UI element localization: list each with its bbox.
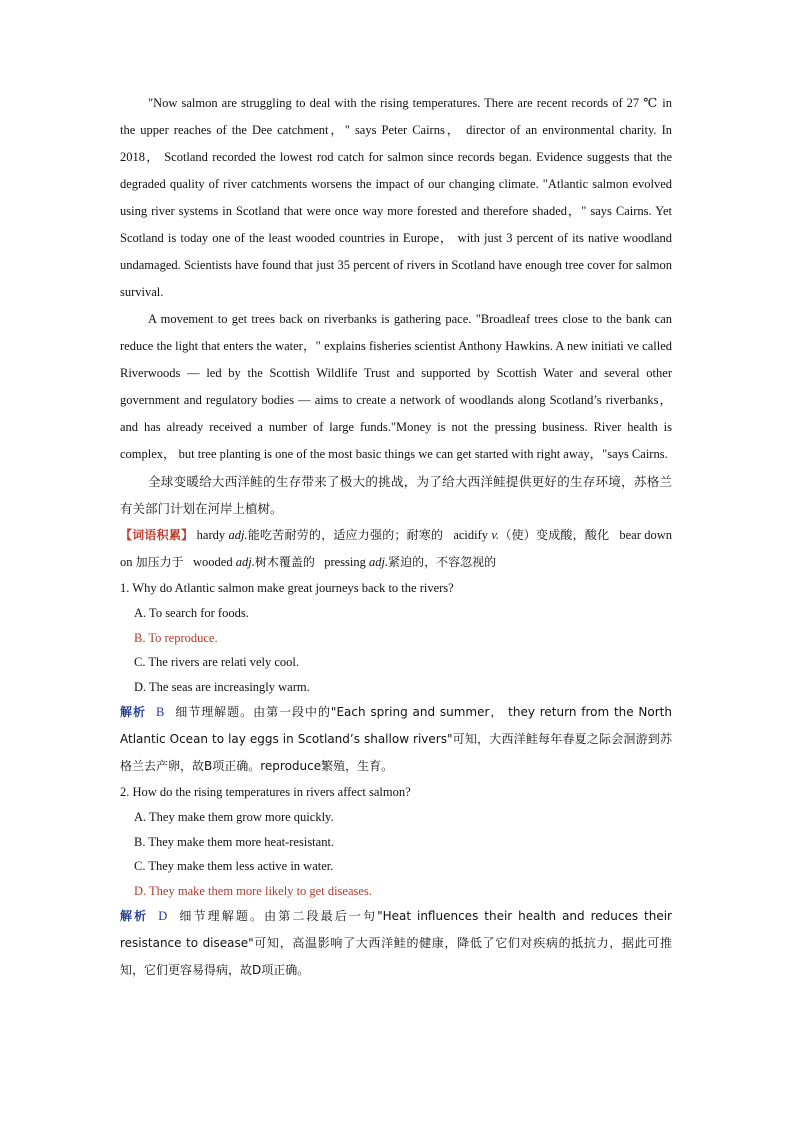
answer-explanation: [120, 699, 672, 780]
vocab-pos: adj.: [228, 528, 248, 542]
explanation-text: 细节理解题。由第二段最后一句"Heat influences their health and reduces their resistance to disease"可知，高温影响了大西洋鲑的健康，降低了它们对疾病的抵抗力，据此可推知，它们更容易得病，故D项正确。: [120, 909, 672, 977]
vocab-definition: 紧迫的，不容忽视的: [388, 555, 497, 569]
option-b: B. They make them more heat-resistant.: [134, 834, 335, 849]
option-a: A. They make them grow more quickly.: [134, 810, 334, 824]
vocab-definition: 能吃苦耐劳的，适应力强的；耐寒的: [247, 528, 444, 542]
answer-letter: D: [158, 909, 168, 923]
answer-letter: B: [155, 705, 165, 719]
vocab-pos: adj.: [235, 555, 255, 569]
vocab-section: [120, 522, 672, 576]
vocab-label: 【词语积累】: [120, 528, 194, 542]
question-stem: 2. How do the rising temperatures in rivers affect salmon?: [120, 785, 411, 799]
option-a: A. To search for foods.: [134, 606, 249, 620]
document-content: [120, 90, 672, 984]
option-c: C. The rivers are relati vely cool.: [134, 655, 299, 669]
explanation-text: 细节理解题。由第一段中的"Each spring and summer， they return from the North Atlantic Ocean to lay eggs in Scotland’s shallow rivers"可知，大西洋鲑每年春夏之际会洄游到苏格兰去产卵，故B项正确。reproduce繁殖，生育。: [120, 705, 672, 773]
vocab-definition: 加压力于: [135, 555, 184, 569]
passage-paragraph-1: "Now salmon are struggling to deal with the rising temperatures. There are recent records of 27 ℃ in the upper reaches of the Dee catchment，" says Peter Cairns， director of an environmental charity. In 2018， Scotland recorded the lowest rod catch for salmon since records began. Evidence suggests that the degraded quality of river catchments worsens the impact of our changing climate. "Atlantic salmon evolved using river systems in Scotland that were once way more forested and therefore shaded，" says Cairns. Yet Scotland is today one of the least wooded countries in Europe， with just 3 percent of its native woodland undamaged. Scientists have found that just 35 percent of rivers in Scotland have enough tree cover for salmon survival.: [120, 96, 672, 299]
question-stem: 1. Why do Atlantic salmon make great journeys back to the rivers?: [120, 581, 454, 595]
vocab-word: bear down on: [120, 528, 672, 569]
vocab-word: acidify: [453, 528, 489, 542]
vocab-word: wooded: [193, 555, 233, 569]
vocab-pos: v.: [491, 528, 500, 542]
option-b-correct: B. To reproduce.: [134, 630, 218, 645]
passage-summary: 全球变暖给大西洋鲑的生存带来了极大的挑战，为了给大西洋鲑提供更好的生存环境，苏格兰有关部门计划在河岸上植树。: [120, 474, 672, 516]
passage-paragraph-2: A movement to get trees back on riverbanks is gathering pace. "Broadleaf trees close to the bank can reduce the light that enters the water，" explains fisheries scientist Anthony Hawkins. A new initiati ve called Riverwoods — led by the Scottish Wildlife Trust and supported by Scottish Water and several other government and regulatory bodies — aims to create a network of woodlands along Scotland’s riverbanks， and has already received a number of large funds."Money is not the pressing business. River health is complex， but tree planting is one of the most basic things we can get started with right away，"says Cairns.: [120, 312, 672, 461]
vocab-word: pressing: [324, 555, 366, 569]
option-list: [120, 601, 672, 699]
question-2: [120, 780, 672, 984]
option-d-correct: D. They make them more likely to get diseases.: [134, 883, 372, 898]
question-1: [120, 576, 672, 780]
vocab-definition: 树木覆盖的: [254, 555, 315, 569]
vocab-definition: （使）变成酸，酸化: [499, 528, 610, 542]
option-c: C. They make them less active in water.: [134, 859, 334, 873]
answer-label: 解析: [120, 909, 149, 923]
vocab-pos: adj.: [369, 555, 389, 569]
option-list: [120, 805, 672, 903]
option-d: D. The seas are increasingly warm.: [134, 679, 310, 694]
vocab-word: hardy: [196, 528, 226, 542]
answer-explanation: [120, 903, 672, 984]
answer-label: 解析: [120, 705, 146, 719]
